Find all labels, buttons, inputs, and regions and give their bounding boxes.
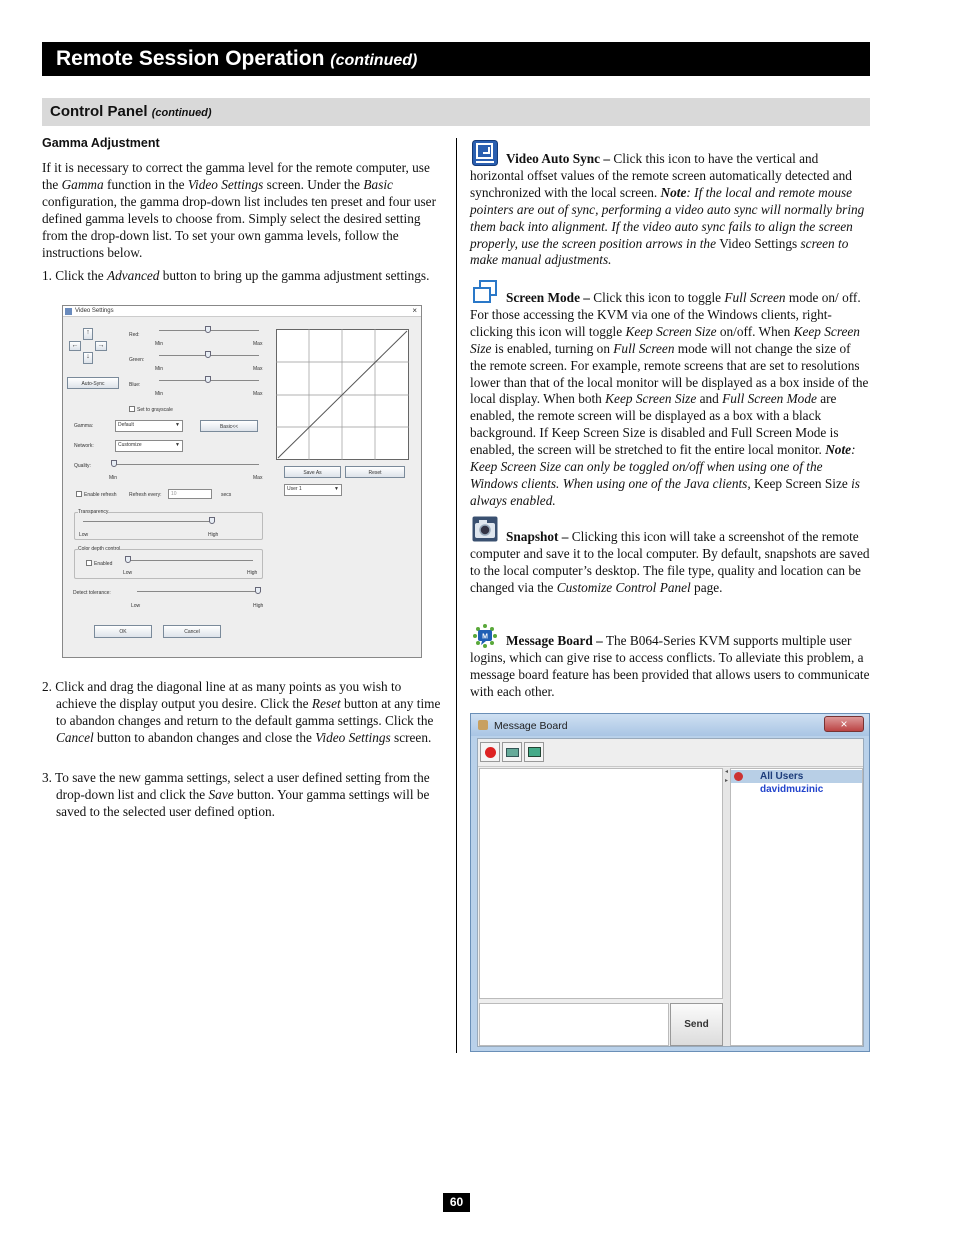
green-label: Green: xyxy=(129,357,145,363)
java-icon xyxy=(65,308,72,315)
user-status-icon xyxy=(485,747,496,758)
color-depth-slider-knob[interactable] xyxy=(125,556,131,563)
secs-label: secs xyxy=(221,492,232,498)
transparency-slider-knob[interactable] xyxy=(209,517,215,524)
refresh-interval-input[interactable]: 10 xyxy=(168,489,212,499)
video-auto-sync-text: Video Auto Sync – Click this icon to have the vertical and horizontal offset values of the remote screen automatically detected and synchronized with the local screen. Note: If the local and remote mouse pointers are out of sync, performing a video auto sync will normally bring them back into alignment. If the video auto sync fails to align the screen properly, use the screen position arrows in the Video Settings screen to make manual adjustments. xyxy=(470,151,865,268)
close-icon[interactable]: × xyxy=(412,306,417,315)
user-list-item-all-users[interactable]: All Users xyxy=(731,770,862,783)
user-list-item[interactable]: davidmuzinic xyxy=(760,784,824,795)
red-label: Red: xyxy=(129,332,140,338)
detect-tolerance-high: High xyxy=(253,603,264,609)
gamma-select[interactable]: Default ▼ xyxy=(115,420,183,432)
transparency-label: Transparency xyxy=(78,509,109,515)
page-header: Remote Session Operation (continued) xyxy=(42,42,870,76)
cancel-button[interactable]: Cancel xyxy=(163,625,221,638)
message-display-area xyxy=(479,768,723,999)
red-max: Max xyxy=(253,341,263,347)
gamma-label: Gamma: xyxy=(74,423,94,429)
green-min: Min xyxy=(155,366,164,372)
grayscale-label: Set to grayscale xyxy=(137,407,173,413)
java-icon xyxy=(478,720,488,730)
reset-button[interactable]: Reset xyxy=(345,466,405,478)
users-icon xyxy=(734,772,743,781)
user-status-button[interactable] xyxy=(480,742,500,762)
network-select[interactable]: Customize ▼ xyxy=(115,440,183,452)
user-select[interactable]: User 1 ▼ xyxy=(284,484,342,496)
svg-text:M: M xyxy=(482,633,488,641)
color-depth-label: Color depth control xyxy=(78,546,121,552)
snapshot-text: Snapshot – Clicking this icon will take a screenshot of the remote computer and save it to the local computer. By default, snapshots are saved to the local computer’s desktop. The file type, quality and location can be changed via the Customize Control Panel page. xyxy=(470,529,870,595)
arrow-left-button[interactable]: ← xyxy=(69,341,81,351)
color-depth-enabled-checkbox[interactable] xyxy=(86,560,92,566)
detect-tolerance-slider-knob[interactable] xyxy=(255,587,261,594)
save-as-button[interactable]: Save As xyxy=(284,466,341,478)
detect-tolerance-slider[interactable] xyxy=(137,591,261,592)
gamma-curve-graph[interactable] xyxy=(276,329,409,460)
network-label: Network: xyxy=(74,443,94,449)
chevron-down-icon: ▼ xyxy=(334,486,339,492)
blue-slider-knob[interactable] xyxy=(205,376,211,383)
auto-sync-button[interactable]: Auto-Sync xyxy=(67,377,119,389)
green-slider-knob[interactable] xyxy=(205,351,211,358)
video-settings-titlebar: Video Settings × xyxy=(63,306,421,317)
blue-min: Min xyxy=(155,391,164,397)
step-1: 1. Click the Advanced button to bring up the gamma adjustment settings. xyxy=(42,268,430,283)
enable-refresh-checkbox[interactable] xyxy=(76,491,82,497)
quality-max: Max xyxy=(253,475,263,481)
send-button[interactable]: Send xyxy=(670,1003,723,1046)
transparency-slider[interactable] xyxy=(83,521,215,522)
close-button[interactable]: × xyxy=(824,716,864,732)
blue-label: Blue: xyxy=(129,382,141,388)
chevron-down-icon: ▼ xyxy=(175,442,180,448)
display-button[interactable] xyxy=(524,742,544,762)
quality-slider[interactable] xyxy=(113,464,259,465)
color-depth-high: High xyxy=(247,570,258,576)
grayscale-checkbox[interactable] xyxy=(129,406,135,412)
message-board-body xyxy=(477,738,864,1047)
user-list xyxy=(730,768,863,1046)
chevron-down-icon: ▼ xyxy=(175,422,180,428)
color-depth-slider[interactable] xyxy=(127,560,253,561)
color-depth-low: Low xyxy=(123,570,133,576)
message-board-text: Message Board – The B064-Series KVM supports multiple user logins, which can give rise to access conflicts. To alleviate this problem, a message board feature has been provided that allows users to communicate with each other. xyxy=(470,633,870,699)
color-depth-enabled-label: Enabled xyxy=(94,561,113,567)
green-max: Max xyxy=(253,366,263,372)
red-slider-knob[interactable] xyxy=(205,326,211,333)
refresh-every-label: Refresh every: xyxy=(129,492,162,498)
page-number: 60 xyxy=(443,1193,470,1212)
quality-label: Quality: xyxy=(74,463,91,469)
split-pane-divider[interactable]: ◂ ▸ xyxy=(723,768,730,1046)
gamma-heading: Gamma Adjustment xyxy=(42,136,160,150)
toolbar-divider xyxy=(478,766,863,767)
ok-button[interactable]: OK xyxy=(94,625,152,638)
blue-max: Max xyxy=(253,391,263,397)
transparency-group xyxy=(74,512,263,540)
compose-button[interactable] xyxy=(502,742,522,762)
message-board-window xyxy=(470,713,870,1052)
transparency-high: High xyxy=(208,532,219,538)
monitor-icon xyxy=(528,747,541,757)
arrow-down-button[interactable]: ↓ xyxy=(83,352,93,364)
detect-tolerance-label: Detect tolerance: xyxy=(73,590,111,596)
section-header: Control Panel (continued) xyxy=(42,98,870,126)
step-3: 3. To save the new gamma settings, select a user defined setting from the drop-down list and click the Save button. Your gamma settings will be saved to the selected user defined option. xyxy=(42,770,430,819)
quality-slider-knob[interactable] xyxy=(111,460,117,467)
gamma-intro: If it is necessary to correct the gamma level for the remote computer, use the Gamma function in the Video Settings screen. Under the Basic configuration, the gamma drop-down list includes ten preset and four user defined gamma levels to choose from. Simply select the desired setting from the drop-down list. To set your own gamma levels, follow the instructions below. xyxy=(42,160,436,260)
arrow-right-button[interactable]: → xyxy=(95,341,107,351)
message-input[interactable] xyxy=(479,1003,669,1046)
enable-refresh-label: Enable refresh xyxy=(84,492,117,498)
column-divider xyxy=(456,138,457,1053)
quality-min: Min xyxy=(109,475,118,481)
arrow-up-button[interactable]: ↑ xyxy=(83,328,93,340)
transparency-low: Low xyxy=(79,532,89,538)
red-min: Min xyxy=(155,341,164,347)
video-settings-window xyxy=(62,305,422,658)
detect-tolerance-low: Low xyxy=(131,603,141,609)
screen-mode-text: Screen Mode – Click this icon to toggle Full Screen mode on/ off. For those accessing the KVM via one of the Windows clients, right-clicking this icon will toggle Keep Screen Size on/off. When Keep Screen Size is enabled, turning on Full Screen mode will not change the size of the remote screen. For example, remote screens that are set to resolutions lower than that of the local monitor will be displayed as a box inside of the local display. When both Keep Screen Size and Full Screen Mode are enabled, the remote screen will be displayed as a box with a black background. If Keep Screen Size is disabled and Full Screen Mode is enabled, the screen will be stretched to fit the entire local monitor. Note: Keep Screen Size can only be toggled on/off when using one of the Windows clients. When using one of the Java clients, Keep Screen Size is always enabled. xyxy=(470,290,869,508)
compose-icon xyxy=(506,748,519,757)
step-2: 2. Click and drag the diagonal line at as many points as you wish to achieve the display output you desire. Click the Reset button at any time to abandon changes and return to the default gamma settings. Click the Cancel button to abandon changes and close the Video Settings screen. xyxy=(42,679,441,745)
basic-button[interactable]: Basic<< xyxy=(200,420,258,432)
message-board-titlebar: Message Board × xyxy=(471,714,869,736)
